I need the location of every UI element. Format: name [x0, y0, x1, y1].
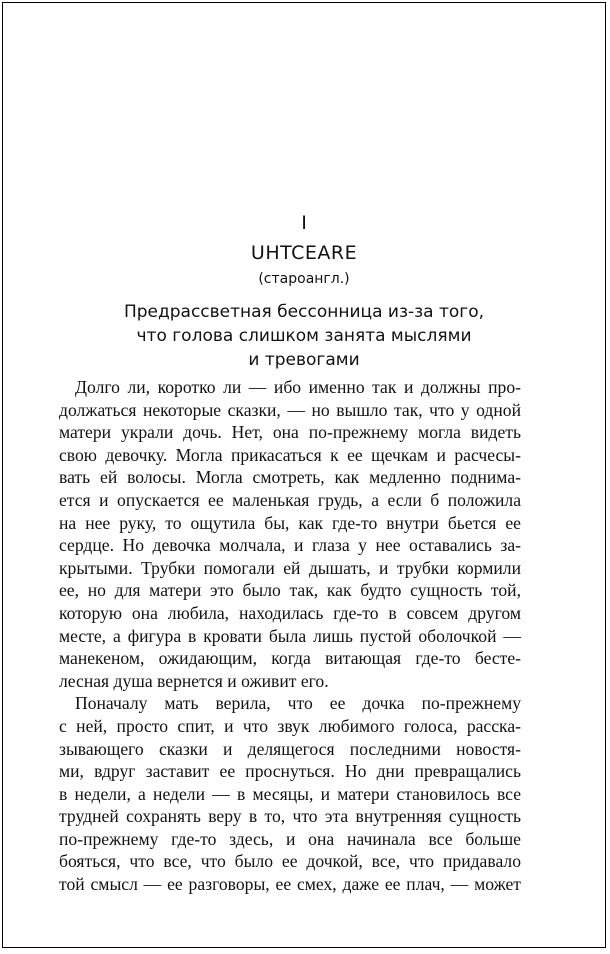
- text-line: крытыми. Трубки помогали ей дышать, и трубки кормили: [59, 557, 521, 578]
- text-line: месте, а фигура в кровати была лишь пустой оболочкой —: [59, 625, 521, 646]
- text-line: лесная душа вернется и оживит его.: [59, 670, 329, 691]
- text-line: которую она любила, находилась где-то в совсем другом: [59, 602, 521, 623]
- text-line: ми, вдруг заставит ее проснуться. Но дни превращались: [59, 761, 521, 782]
- body-text: [59, 376, 521, 896]
- text-line: той смысл — ее разговоры, ее смех, даже ее плач, — может: [59, 874, 521, 895]
- text-line: трудней сохранять веру в то, что эта внутренняя сущность: [59, 806, 521, 827]
- text-line: вать ей волосы. Могла смотреть, как медленно поднима-: [59, 467, 521, 488]
- text-line: сердце. Но девочка молчала, и глаза у нее оставались за-: [59, 535, 521, 556]
- subtitle-line: Предрассветная бессонница из-за того,: [123, 302, 485, 322]
- text-line: манекеном, ожидающим, когда витающая где-то бесте-: [59, 648, 521, 669]
- subtitle-line: и тревогами: [248, 350, 360, 370]
- text-line: ется и опускается ее маленькая грудь, а если б положила: [59, 489, 521, 510]
- text-line: зывающего сказки и делящегося последними новостя-: [59, 738, 521, 759]
- text-line: на нее руку, то ощутила бы, как где-то внутри бьется ее: [59, 512, 521, 533]
- chapter-subtitle: [3, 300, 605, 372]
- chapter-title-word: UHTCEARE: [250, 242, 358, 264]
- text-line: матери украли дочь. Нет, она по-прежнему могла видеть: [59, 422, 521, 443]
- text-line: свою девочку. Могла прикасаться к ее щечкам и расчесы-: [59, 444, 521, 465]
- text-line: Поначалу мать верила, что ее дочка по-прежнему: [75, 693, 521, 714]
- text-line: по-прежнему где-то здесь, и она начинала все больше: [59, 828, 521, 849]
- text-line: Долго ли, коротко ли — ибо именно так и должны про-: [75, 377, 521, 397]
- text-line: ее, но для матери это было так, как будто сущность той,: [59, 580, 521, 601]
- text-line: должаться некоторые сказки, — но вышло так, что у одной: [59, 399, 521, 420]
- subtitle-line: что голова слишком занята мыслями: [136, 326, 472, 346]
- chapter-language-note: (староангл.): [258, 271, 350, 287]
- text-line: с ней, просто спит, и что звук любимого голоса, расска-: [59, 715, 521, 736]
- chapter-number: I: [301, 212, 307, 234]
- text-line: бояться, что все, что было ее дочкой, все, что придавало: [59, 851, 521, 872]
- chapter-heading: [3, 208, 605, 372]
- text-line: в недели, а недели — в месяцы, и матери становилось все: [59, 783, 521, 804]
- book-page: [2, 2, 606, 948]
